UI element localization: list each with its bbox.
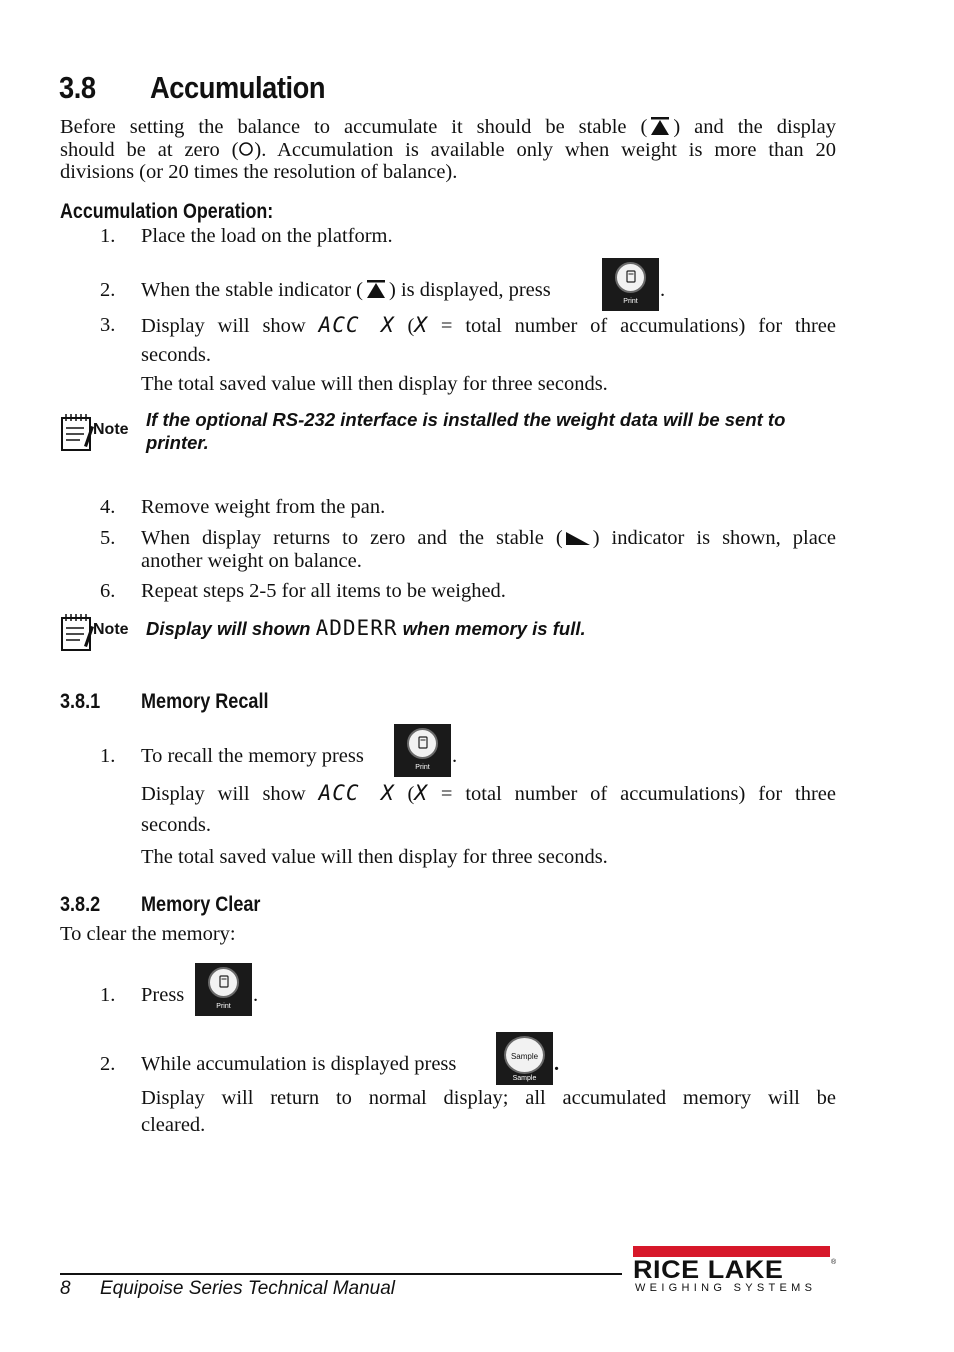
intro-line-2: should be at zero ( ). Accumulation is available only when weight is more than 20	[60, 139, 837, 161]
step-4-text: Remove weight from the pan.	[141, 496, 386, 518]
print-button-label: Print	[415, 764, 430, 771]
print-button-label: Print	[623, 298, 638, 305]
recall-line-4: The total saved value will then display for three seconds.	[141, 846, 608, 868]
step-number: 1.	[100, 745, 116, 767]
clear-step-1-text: Press	[141, 984, 185, 1006]
print-button-label: Print	[216, 1003, 231, 1010]
step-number: 2.	[100, 1053, 116, 1075]
clear-line-4: cleared.	[141, 1114, 206, 1136]
step-number: 1.	[100, 225, 116, 247]
stable-corner-icon	[563, 529, 593, 547]
step-3-line-3: The total saved value will then display for three seconds.	[141, 373, 608, 395]
section-title: Accumulation	[150, 70, 326, 105]
recall-step-1-text: To recall the memory press	[141, 745, 364, 767]
step-number: 5.	[100, 527, 116, 549]
stable-icon	[363, 279, 389, 299]
step-3-line-1: Display will show ACC X (X = total number of accumulations) for three	[141, 313, 837, 337]
manual-title: Equipoise Series Technical Manual	[100, 1278, 396, 1299]
display-adderr: ADDERR	[315, 616, 398, 640]
sample-button-inner-label: Sample	[510, 1052, 539, 1061]
clear-line-3: Display will return to normal display; all accumulated memory will be	[141, 1087, 836, 1109]
recall-line-3: seconds.	[141, 814, 212, 836]
step-number: 4.	[100, 496, 116, 518]
registered-mark: ®	[831, 1259, 837, 1266]
note-label: Note	[93, 621, 129, 638]
brand-subtitle: WEIGHING SYSTEMS	[635, 1282, 817, 1294]
subsection-title: Memory Clear	[141, 893, 261, 916]
step-number: 3.	[100, 314, 116, 336]
period: .	[253, 984, 259, 1006]
display-acc-x: ACC X	[318, 313, 395, 337]
period: .	[452, 745, 458, 767]
step-number: 1.	[100, 984, 116, 1006]
step-number: 6.	[100, 580, 116, 602]
intro-line-3: divisions (or 20 times the resolution of balance).	[60, 161, 458, 183]
clear-intro: To clear the memory:	[60, 923, 236, 945]
display-x: X	[414, 313, 428, 337]
display-x: X	[414, 781, 428, 805]
brand-logo-text: RICE LAKE	[633, 1256, 784, 1284]
period: .	[554, 1053, 560, 1075]
period: .	[660, 279, 666, 301]
step-6-text: Repeat steps 2-5 for all items to be weighed.	[141, 580, 506, 602]
step-number: 2.	[100, 279, 116, 301]
zero-icon	[238, 140, 254, 156]
section-number: 3.8	[59, 70, 96, 105]
intro-line-1: Before setting the balance to accumulate it should be stable ( ) and the display	[60, 116, 836, 138]
step-2-text: When the stable indicator ( ) is displayed, press	[141, 279, 551, 301]
subsection-number: 3.8.2	[60, 893, 101, 916]
note-label: Note	[93, 421, 129, 438]
print-button[interactable]	[394, 724, 451, 777]
recall-line-2: Display will show ACC X (X = total number of accumulations) for three	[141, 781, 837, 805]
step-5-line-2: another weight on balance.	[141, 550, 362, 572]
print-button[interactable]	[195, 963, 252, 1016]
display-acc-x: ACC X	[318, 781, 395, 805]
stable-icon	[647, 116, 673, 136]
subsection-number: 3.8.1	[60, 690, 101, 713]
note-2-text: Display will shown ADDERR when memory is full.	[146, 616, 586, 640]
step-5-line-1: When display returns to zero and the stable ( ) indicator is shown, place	[141, 527, 836, 549]
clear-step-2-text: While accumulation is displayed press	[141, 1053, 457, 1075]
sample-button[interactable]	[496, 1032, 553, 1085]
subsection-title: Memory Recall	[141, 690, 269, 713]
footer-rule	[60, 1273, 622, 1275]
step-3-line-2: seconds.	[141, 344, 212, 366]
print-button[interactable]	[602, 258, 659, 311]
sample-button-label: Sample	[512, 1075, 537, 1082]
operation-heading: Accumulation Operation:	[60, 200, 274, 223]
step-1-text: Place the load on the platform.	[141, 225, 393, 247]
page-number: 8	[60, 1278, 71, 1299]
note-1-text: If the optional RS-232 interface is installed the weight data will be sent to printer.	[146, 409, 786, 453]
